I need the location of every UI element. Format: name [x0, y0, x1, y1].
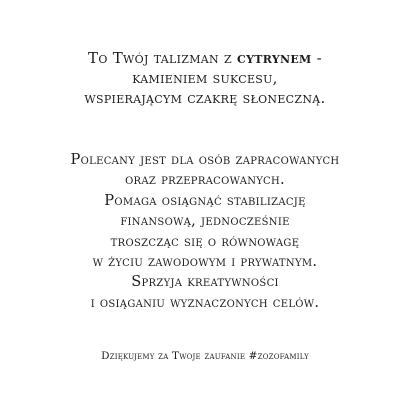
- stone-name: cytrynem: [237, 49, 312, 67]
- intro-line-1-start: To Twój talizman z: [88, 49, 238, 67]
- intro-line-1: [0, 48, 410, 68]
- description-line: troszcząc się o równowagę: [110, 232, 300, 250]
- description-line: Pomaga osiągnąć stabilizację: [104, 191, 306, 209]
- description-line: finansową, jednocześnie: [120, 212, 290, 230]
- description-line: oraz przepracowanych.: [125, 171, 285, 189]
- intro-line-3: wspierającym czakrę słoneczną.: [84, 89, 326, 107]
- description-line: i osiąganiu wyznaczonych celów.: [90, 293, 320, 311]
- description-line: w życiu zawodowym i prywatnym.: [92, 253, 318, 271]
- intro-line-1-end: -: [311, 49, 322, 67]
- description-line: Sprzyja kreatywności: [131, 273, 279, 291]
- intro-line-2: kamieniem sukcesu,: [132, 69, 278, 87]
- thank-you-footer: Dziękujemy za Twoje zaufanie #zozofamily: [101, 350, 309, 362]
- intro-paragraph: [0, 48, 410, 108]
- description-line: Polecany jest dla osób zapracowanych: [70, 151, 340, 168]
- description-paragraph: [0, 150, 410, 313]
